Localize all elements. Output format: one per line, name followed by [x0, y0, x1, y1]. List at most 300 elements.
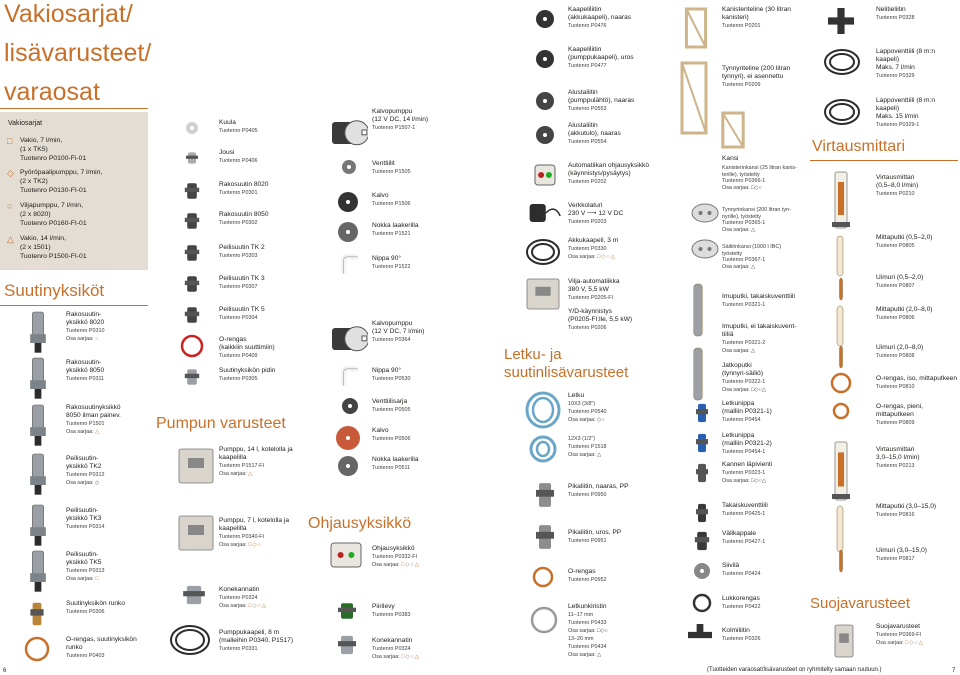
- product-name: Takaiskuventtiili: [722, 502, 768, 509]
- product-code: Tuotenro P0306: [66, 609, 105, 615]
- product-name: Nelitieliitin: [876, 6, 906, 13]
- product-name: Automatiikan ohjausyksikkö (käynnistys/pysäytys): [568, 162, 649, 177]
- kit-symbols: □◇○△: [401, 562, 420, 568]
- product-code: Tuotenro P0329-1: [876, 122, 920, 128]
- kit-membership: Osa sarjaa: □◇○△: [372, 654, 420, 660]
- nozzle-unit-tk3-icon: [24, 503, 52, 547]
- product-entry: [219, 629, 307, 653]
- lock-ring-icon: [692, 592, 712, 614]
- pump-box-icon: [176, 446, 216, 486]
- product-code: Tuotenro P0205-FI: [568, 295, 614, 301]
- product-name: Venttiilisarja: [372, 398, 408, 405]
- product-entry: [568, 529, 668, 545]
- product-name: Konekannatin: [372, 637, 413, 644]
- panel-socket-icon: [534, 88, 556, 114]
- product-name: Välikappale: [722, 530, 757, 537]
- product-code: Tuotenro P0809: [876, 420, 915, 426]
- product-code: Tuotenro P0403: [66, 653, 105, 659]
- section-rule-1: [0, 305, 148, 306]
- product-entry: [372, 255, 460, 271]
- nozzle-unit-tk5-icon: [24, 549, 52, 593]
- product-entry: [568, 308, 668, 332]
- product-name: Rakosuutin 8020: [219, 181, 269, 188]
- product-name: O-rengas, suutinyksikön runko: [66, 636, 137, 651]
- product-name: Pikaliitin, naaras, PP: [568, 483, 629, 490]
- product-name: Nippa 90°: [372, 367, 402, 374]
- stand-parts-icon: [716, 110, 750, 150]
- product-name: O-rengas, pieni, mittaputkeen: [876, 403, 923, 418]
- product-entry: [722, 562, 808, 578]
- product-entry: [876, 174, 958, 198]
- measuring-tube-icon: [830, 234, 850, 278]
- product-code: Tuotenro P0425-1: [722, 511, 766, 517]
- nozzle-unit-tk2-icon: [24, 452, 52, 496]
- product-code: Tuotenro P0312 Osa sarjaa: ◇: [66, 472, 105, 486]
- product-name: Piirilevy: [372, 603, 395, 610]
- kit-symbol-icon: □: [7, 136, 13, 146]
- page-number-right: 7: [952, 668, 956, 674]
- product-name: Kalvopumppu (12 V DC, 14 l/min): [372, 108, 429, 123]
- siphon-valve-icon: [822, 96, 862, 128]
- hose-icon: [524, 390, 562, 430]
- product-entry: [66, 507, 150, 531]
- product-code: Tuotenro P0302: [219, 220, 258, 226]
- product-name: Kolmiliitin: [722, 627, 750, 634]
- diaphragm-pump-14-icon: [328, 112, 368, 152]
- product-code: Tuotenro P0210: [876, 191, 915, 197]
- circuit-board-icon: [332, 600, 362, 622]
- product-entry: [219, 446, 307, 478]
- product-entry: [372, 320, 460, 344]
- product-name: Mittaputki (0,5–2,0): [876, 234, 933, 241]
- nozzle-holder-icon: [180, 366, 204, 388]
- kit-item: Viljapumppu, 7 l/min, (2 x 8020) Tuotenro P0160-FI-01: [20, 202, 87, 227]
- product-entry: [722, 502, 808, 518]
- product-entry: [372, 108, 460, 132]
- product-code: Tuotenro P0424: [722, 571, 761, 577]
- product-entry: [876, 306, 958, 322]
- product-name: Lappoventtiili (8 m:n kaapeli) Maks. 7 l/min: [876, 48, 936, 71]
- product-entry: [219, 119, 307, 135]
- o-ring-small-icon: [830, 402, 852, 420]
- product-name: Rakosuutin- yksikkö 8050: [66, 359, 105, 374]
- product-name: Pikaliitin, uros, PP: [568, 529, 622, 536]
- product-code: Tuotenro P0807: [876, 283, 915, 289]
- nozzle-unit-8020-icon: [24, 310, 52, 354]
- product-entry: [876, 375, 958, 391]
- hose-nipple-icon: [692, 430, 712, 456]
- product-entry: [876, 403, 958, 427]
- product-name: Alustaliitin (pumppulähtö), naaras: [568, 89, 635, 104]
- elbow-90-icon: [338, 252, 360, 276]
- product-entry: [219, 367, 307, 383]
- product-code: Tuotenro P0511: [372, 465, 411, 471]
- product-entry: [372, 456, 460, 472]
- kit-symbols: □◇○△: [248, 603, 267, 609]
- product-name: O-rengas, iso, mittaputkeen: [876, 375, 957, 382]
- product-code: Tuotenro P0405: [219, 128, 258, 134]
- product-name: Jousi: [219, 149, 235, 156]
- product-name: Tynnyriteline (200 litran tynnyri), ei asennettu: [722, 65, 791, 80]
- product-name: Jatkoputki (tynnyri-säiliö): [722, 362, 764, 377]
- product-code: Tuotenro P1507-1: [372, 125, 416, 131]
- product-entry: [372, 192, 460, 208]
- check-valve-icon: [692, 500, 712, 526]
- product-entry: [876, 48, 958, 80]
- product-code: Tuotenro P0307: [219, 284, 258, 290]
- o-ring-large-icon: [828, 372, 854, 394]
- hose-clamp-icon: [530, 600, 558, 640]
- flow-meter-icon: [826, 440, 856, 502]
- kit-symbols: ○: [95, 336, 100, 342]
- strainer-icon: [692, 560, 712, 582]
- pump-cable-icon: [168, 622, 212, 658]
- product-entry: [219, 586, 307, 610]
- drum-stand-icon: [674, 60, 714, 136]
- o-ring-icon: [180, 334, 204, 358]
- measuring-tube-icon: [830, 504, 850, 554]
- extension-pipe-icon: [684, 346, 712, 402]
- product-code: Tuotenro P0330: [568, 246, 607, 252]
- lid-grommet-icon: [692, 460, 712, 486]
- o-ring-icon: [22, 636, 52, 662]
- product-code: Tuotenro P0422: [722, 604, 761, 610]
- product-code: Tuotenro P1521: [372, 231, 411, 237]
- product-entry: [219, 336, 307, 360]
- mirror-nozzle-icon: [180, 273, 204, 295]
- product-name: Y/D-käynnistys (P0205-FI:lle, 5,5 kW): [568, 308, 633, 323]
- product-entry: [722, 207, 808, 233]
- section-pump-accessories: Pumpun varusteet: [156, 415, 286, 432]
- product-name: Vilja-automatiikka 380 V, 5,5 kW: [568, 278, 620, 293]
- product-entry: [66, 359, 150, 383]
- kit-membership: Osa sarjaa: □◇○△: [219, 603, 267, 609]
- standard-kits-heading: Vakiosarjat: [8, 120, 43, 127]
- product-name: Letku: [568, 392, 585, 399]
- product-variant: Tynnyrinkansi (200 litran tyn- nyrille), työstetty Tuotenro P0365-1 Osa sarjaa: △: [722, 207, 791, 233]
- pump-box-icon: [176, 513, 216, 553]
- product-entry: [66, 636, 150, 660]
- product-code: Tuotenro P0817: [876, 556, 915, 562]
- product-name: Siivilä: [722, 562, 740, 569]
- valve-icon: [340, 158, 358, 176]
- product-code: Tuotenro P0554: [568, 139, 607, 145]
- product-name: Kalvopumppu (12 V DC, 7 l/min): [372, 320, 425, 335]
- page-number-left: 6: [3, 668, 7, 674]
- product-name: Rakosuutin 8050: [219, 211, 269, 218]
- product-entry: [372, 398, 460, 414]
- product-entry: [876, 547, 958, 563]
- section-rule-2: [810, 160, 958, 161]
- product-code: Tuotenro P0206: [568, 325, 607, 331]
- product-entry: [372, 545, 460, 569]
- product-code: 12X3 (1/2") Tuotenro P1518 Osa sarjaa: △: [568, 436, 607, 458]
- product-entry: [568, 568, 668, 584]
- product-entry: [372, 367, 460, 383]
- kit-symbols: □◇○△: [597, 254, 616, 260]
- kit-symbols: □: [95, 576, 100, 582]
- product-entry: [722, 293, 808, 309]
- product-entry: [568, 483, 668, 499]
- product-entry: [722, 595, 808, 611]
- product-name: Letkunippa (malliin P0321-2): [722, 432, 772, 447]
- product-entry: [219, 149, 307, 165]
- product-code: Tuotenro P0454-1: [722, 449, 766, 455]
- kit-membership: Osa sarjaa: □◇○: [219, 542, 262, 548]
- product-name: Verkkolaturi 230 V ⟶ 12 V DC: [568, 202, 624, 217]
- quick-coupler-male-icon: [530, 520, 560, 554]
- page-title-line2: lisävarusteet/: [4, 39, 152, 67]
- page-title-line1: Vakiosarjat/: [4, 0, 133, 28]
- product-entry: [876, 97, 958, 129]
- product-code: Tuotenro P0553: [568, 106, 607, 112]
- ball-icon: [184, 120, 200, 136]
- kit-symbols: △: [248, 471, 254, 477]
- product-name: Venttiilit: [372, 160, 395, 167]
- product-entry: [722, 65, 808, 89]
- product-entry: [722, 244, 808, 270]
- product-entry: [372, 427, 460, 443]
- product-entry: [876, 344, 958, 360]
- product-code: Tuotenro P0311: [66, 376, 105, 382]
- product-entry: [66, 311, 150, 343]
- kit-membership: Osa sarjaa: □: [66, 576, 100, 582]
- section-hose-accessories: Letku- ja suutinlisävarusteet: [504, 346, 629, 381]
- product-code: Tuotenro P0203: [568, 219, 607, 225]
- product-code: Tuotenro P0340-FI: [219, 534, 265, 540]
- valve-set-icon: [340, 396, 360, 416]
- charger-icon: [526, 198, 562, 228]
- product-entry: [219, 306, 307, 322]
- product-code: Tuotenro P0322-1 Osa sarjaa: □◇○△: [722, 379, 766, 393]
- product-name: Kalvo: [372, 427, 389, 434]
- product-code: Tuotenro P0213: [876, 463, 915, 469]
- kit-symbol-icon: ○: [7, 201, 13, 211]
- product-code: Tuotenro P0324: [219, 595, 258, 601]
- product-name: Mittaputki (2,0–8,0): [876, 306, 933, 313]
- product-name: Suutinyksikön runko: [66, 600, 126, 607]
- product-entry: [722, 530, 808, 546]
- product-code: Tuotenro P0323-1 Osa sarjaa: □◇○△: [722, 470, 766, 484]
- product-entry: [722, 165, 808, 191]
- mirror-nozzle-icon: [180, 304, 204, 326]
- product-entry: [568, 392, 668, 424]
- product-entry: [722, 362, 808, 394]
- four-way-connector-icon: [826, 6, 856, 36]
- cam-icon: [336, 454, 360, 478]
- product-code: Tuotenro P0808: [876, 353, 915, 359]
- product-entry: [722, 461, 808, 485]
- product-name: O-rengas (kaikkiin suuttimiin): [219, 336, 275, 351]
- product-name: Uimuri (0,5–2,0): [876, 274, 924, 281]
- product-name: Mittaputki (3,0–15,0): [876, 503, 937, 510]
- automation-unit-icon: [532, 162, 558, 188]
- product-code: Tuotenro P0506: [372, 436, 411, 442]
- diaphragm-pump-7-icon: [328, 318, 368, 358]
- product-entry: [722, 400, 808, 424]
- title-rule: [0, 108, 148, 109]
- product-entry: [568, 237, 668, 261]
- spring-icon: [182, 150, 202, 166]
- product-name: Pumppu, 7 l, kotelolla ja kaapelilla: [219, 517, 290, 532]
- product-name: Peilisuutin TK 2: [219, 244, 265, 251]
- section-nozzle-units: Suutinyksiköt: [4, 281, 105, 300]
- product-name: Suojavarusteet: [876, 623, 920, 630]
- lid-icon: [690, 236, 720, 262]
- product-variant: Kanisterinkansi (25 litran kanis- terille), työstetty Tuotenro P0366-1 Osa sarjaa: □◇○: [722, 165, 797, 191]
- product-entry: [568, 278, 668, 302]
- product-name: Pumppukaapeli, 8 m (malleihin P0340, P1517): [219, 629, 294, 644]
- product-name: Konekannatin: [219, 586, 260, 593]
- product-name: Akkukaapeli, 3 m: [568, 237, 619, 244]
- product-code: Tuotenro P0209: [722, 82, 761, 88]
- product-name: Imuputki, takaiskuventtiili: [722, 293, 795, 300]
- footer-note: (Tuotteiden varaosat/lisävarusteet on ryhmitelty samaan ruutuun.): [707, 667, 882, 673]
- product-entry: [66, 600, 150, 616]
- product-name: Letkunippa (malliin P0321-1): [722, 400, 772, 415]
- kit-membership: Osa sarjaa: □◇○△: [568, 254, 616, 260]
- flow-meter-icon: [826, 170, 856, 230]
- product-code: Tuotenro P0364: [372, 337, 411, 343]
- kit-membership: Osa sarjaa: □◇○△: [372, 562, 420, 568]
- product-entry: [876, 446, 958, 470]
- kit-membership: Osa sarjaa: △: [219, 471, 254, 477]
- nozzle-unit-1501-icon: [24, 403, 52, 447]
- product-entry: [568, 435, 668, 459]
- product-entry: [876, 6, 958, 22]
- product-entry: [219, 275, 307, 291]
- quick-coupler-female-icon: [530, 478, 560, 512]
- product-code: Tuotenro P0950: [568, 492, 607, 498]
- spacer-icon: [690, 528, 714, 554]
- product-entry: [219, 244, 307, 260]
- product-entry: [722, 323, 808, 355]
- product-code: Tuotenro P0305: [219, 376, 258, 382]
- kit-symbol-icon: ◇: [7, 168, 14, 178]
- product-code: Tuotenro P1501: [66, 421, 105, 427]
- product-name: Letkunkiristin: [568, 603, 607, 610]
- product-name: Peilisuutin TK 3: [219, 275, 265, 282]
- product-code: Tuotenro P0304: [219, 315, 258, 321]
- product-code: Tuotenro P1517-FI: [219, 463, 265, 469]
- product-code: Tuotenro P0332-FI: [372, 554, 418, 560]
- cable-plug-male-icon: [534, 46, 556, 72]
- product-name: Uimuri (3,0–15,0): [876, 547, 927, 554]
- product-name: Peilisuutin- yksikkö TK2: [66, 455, 102, 470]
- product-name: Peilisuutin- yksikkö TK5: [66, 551, 102, 566]
- product-code: Tuotenro P0952: [568, 577, 607, 583]
- product-name: Nokka laakerilla: [372, 222, 419, 229]
- kit-symbols: □◇○△: [401, 654, 420, 660]
- lid-icon: [690, 200, 720, 226]
- product-name: Uimuri (2,0–8,0): [876, 344, 924, 351]
- product-code: Tuotenro P1505: [372, 169, 411, 175]
- product-code: Tuotenro P1506: [372, 201, 411, 207]
- section-protective-gear: Suojavarusteet: [810, 595, 911, 612]
- siphon-valve-icon: [822, 46, 862, 78]
- product-entry: [876, 503, 958, 519]
- product-code: Tuotenro P0951: [568, 538, 607, 544]
- kit-symbols: □◇○: [248, 542, 262, 548]
- page-title-line3: varaosat: [4, 78, 100, 106]
- product-code: Tuotenro P0303: [219, 253, 258, 259]
- product-entry: [568, 202, 668, 226]
- product-entry: [722, 155, 808, 163]
- mirror-nozzle-icon: [180, 242, 204, 264]
- product-code: Tuotenro P1522: [372, 264, 411, 270]
- product-code: Tuotenro P0301: [219, 190, 258, 196]
- kit-item: Vakio, 7 l/min, (1 x TK5) Tuotenro P0100-Fi-01: [20, 137, 87, 162]
- product-entry: [568, 6, 668, 30]
- diaphragm-icon: [334, 424, 362, 452]
- product-name: Peilisuutin- yksikkö TK3: [66, 507, 102, 522]
- product-code: Tuotenro P0314: [66, 524, 105, 530]
- product-code: Tuotenro P0409: [219, 353, 258, 359]
- protective-gear-icon: [832, 622, 856, 660]
- float-icon: [836, 276, 846, 302]
- product-entry: [568, 162, 668, 186]
- product-entry: [876, 274, 958, 290]
- float-icon: [836, 548, 846, 574]
- product-name: Suutinyksikön pidin: [219, 367, 276, 374]
- product-name: Kanisteriteline (30 litran kanisteri): [722, 6, 791, 21]
- product-name: Virtausmittari 3,0–15,0 l/min): [876, 446, 920, 461]
- hose-icon: [528, 434, 558, 464]
- product-entry: [722, 627, 808, 643]
- battery-cable-icon: [524, 236, 562, 268]
- product-name: Nokka laakerilla: [372, 456, 419, 463]
- product-entry: [66, 404, 150, 436]
- product-code: Tuotenro P0477: [568, 63, 607, 69]
- kit-membership: Osa sarjaa: △: [66, 429, 101, 435]
- hose-nipple-icon: [692, 400, 712, 426]
- product-name: Rakosuutinyksikkö 8050 ilman painev.: [66, 404, 121, 419]
- product-name: Pumppu, 14 l, kotelolla ja kaapelilla: [219, 446, 293, 461]
- product-name: Imuputki, ei takaiskuvent- tiiliä: [722, 323, 797, 338]
- kit-symbols: □◇○△: [905, 640, 924, 646]
- float-icon: [836, 344, 846, 370]
- product-code: Tuotenro P0805: [876, 243, 915, 249]
- product-entry: [219, 211, 307, 227]
- control-unit-icon: [328, 540, 364, 570]
- product-name: O-rengas: [568, 568, 596, 575]
- product-entry: [722, 6, 808, 30]
- section-flow-meter: Virtausmittari: [812, 138, 906, 155]
- product-name: Virtausmittari (0,5–8,0 l/min): [876, 174, 919, 189]
- product-name: Kansi: [722, 155, 739, 162]
- product-entry: [372, 637, 460, 661]
- kit-item: Vakio, 14 l/min, (2 x 1501) Tuotenro P1500-FI-01: [20, 235, 87, 260]
- product-code: 10X3 (3/8") Tuotenro P0540 Osa sarjaa: ◇○: [568, 401, 607, 423]
- product-code: Tuotenro P0806: [876, 315, 915, 321]
- kit-item: Pyöröpaalipumppu, 7 l/min, (2 x TK2) Tuotenro P0130-FI-01: [20, 169, 103, 194]
- product-name: Nippa 90°: [372, 255, 402, 262]
- product-name: Kuula: [219, 119, 236, 126]
- product-code: Tuotenro P0454: [722, 417, 761, 423]
- product-code: Tuotenro P0313: [66, 568, 105, 574]
- product-code: Tuotenro P0505: [372, 407, 411, 413]
- nozzle-body-icon: [26, 598, 48, 630]
- product-name: Lukkorengas: [722, 595, 760, 602]
- product-entry: [66, 455, 150, 487]
- product-code: Tuotenro P0310: [66, 328, 105, 334]
- product-code: Tuotenro P0816: [876, 512, 915, 518]
- product-entry: [722, 432, 808, 456]
- product-entry: [568, 46, 668, 70]
- product-code: Tuotenro P0476: [568, 23, 607, 29]
- product-code: Tuotenro P0406: [219, 158, 258, 164]
- machine-bracket-icon: [176, 582, 212, 608]
